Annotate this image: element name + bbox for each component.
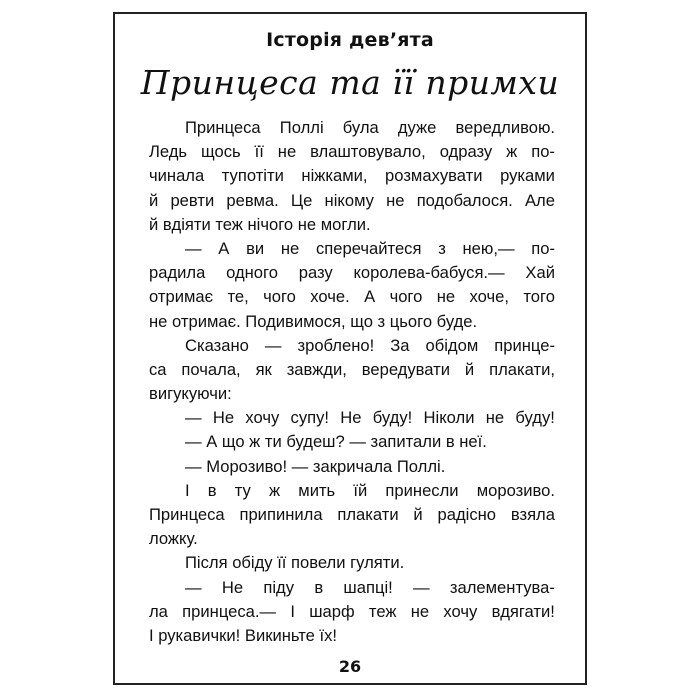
- text-line: [149, 624, 555, 648]
- word: не: [386, 190, 405, 210]
- text-line-content: Після обіду її повели гуляти.: [185, 553, 405, 573]
- word: —: [413, 577, 430, 597]
- text-line: [149, 479, 555, 503]
- word: Принцеса: [185, 118, 261, 137]
- word: вередувати: [361, 359, 451, 379]
- word: Ніколи: [423, 408, 475, 428]
- text-line: [149, 455, 555, 479]
- word: й: [149, 190, 159, 210]
- word: в: [314, 577, 324, 597]
- word: І: [290, 601, 295, 621]
- word: разу: [298, 263, 333, 283]
- text-line-content: й вдіяти теж нічого не могли.: [149, 214, 371, 234]
- word: —: [185, 577, 202, 597]
- story-body: [149, 116, 555, 648]
- word: І: [185, 480, 190, 500]
- word: Не: [221, 577, 244, 597]
- word: ви: [246, 238, 265, 258]
- word: ревма.: [226, 190, 279, 210]
- word: ту: [234, 480, 251, 500]
- word: Не: [212, 408, 235, 428]
- text-line: [149, 116, 555, 140]
- word: супу!: [290, 408, 330, 428]
- text-line: [149, 576, 555, 600]
- word: піду: [263, 577, 295, 597]
- text-line-content: — Морозиво! — закричала Поллі.: [185, 456, 446, 476]
- word: те,: [227, 287, 249, 307]
- text-line: [149, 261, 555, 285]
- word: не: [277, 142, 297, 162]
- text-line-content: І рукавички! Викиньте їх!: [149, 625, 338, 645]
- word: по-: [531, 238, 555, 258]
- word: дуже: [397, 118, 437, 137]
- word: хочу: [443, 601, 478, 621]
- text-line: [149, 503, 555, 527]
- word: чого: [263, 287, 296, 307]
- word: не: [280, 238, 300, 258]
- word: Поллі: [279, 118, 324, 137]
- word: нею,—: [462, 238, 515, 258]
- word: не: [410, 601, 430, 621]
- text-line: [149, 164, 555, 188]
- text-line-content: вигукуючи:: [149, 384, 232, 404]
- word: й: [464, 359, 475, 379]
- word: її: [254, 142, 264, 162]
- text-line-content: ложку.: [149, 529, 198, 549]
- page-number: 26: [338, 657, 362, 676]
- word: завжди,: [286, 359, 347, 379]
- word: принцеса.—: [182, 601, 277, 621]
- word: королева-бабуся.—: [353, 263, 505, 283]
- word: їй: [353, 480, 368, 500]
- word: шапці!: [343, 577, 393, 597]
- word: подобалося.: [416, 190, 513, 210]
- word: Принцеса: [149, 505, 225, 524]
- word: обідом: [425, 335, 479, 355]
- chapter-heading: Історія дев’ята: [266, 29, 434, 51]
- word: чого: [389, 287, 423, 307]
- word: не: [436, 287, 456, 307]
- text-line: [149, 382, 555, 406]
- word: припинила: [239, 505, 323, 524]
- word: Це: [290, 190, 313, 210]
- word: буду!: [372, 408, 413, 428]
- word: Сказано: [185, 335, 249, 355]
- word: Хай: [525, 263, 555, 283]
- text-line: [149, 600, 555, 624]
- word: За: [390, 335, 410, 355]
- word: мить: [298, 480, 336, 500]
- word: сперечайтеся: [315, 238, 422, 258]
- text-line: [149, 551, 555, 575]
- word: одразу: [439, 142, 493, 162]
- word: нікому: [324, 190, 374, 210]
- word: —: [185, 238, 202, 258]
- word: хоче,: [469, 287, 509, 307]
- text-line-content: не отримає. Подивимося, що з цього буде.: [149, 311, 478, 331]
- text-line: [149, 189, 555, 213]
- word: А: [218, 238, 230, 258]
- word: шарф: [309, 601, 355, 621]
- word: почала,: [181, 359, 241, 379]
- text-line: [149, 310, 555, 334]
- word: не: [485, 408, 505, 428]
- text-line-content: — А що ж ти будеш? — запитали в неї.: [185, 432, 487, 452]
- text-line: [149, 213, 555, 237]
- word: ревти: [170, 190, 215, 210]
- word: принесли: [385, 480, 459, 500]
- word: ла: [149, 601, 168, 621]
- word: морозиво.: [476, 480, 555, 500]
- word: принце-: [494, 335, 555, 355]
- word: влаштовувало,: [310, 142, 426, 162]
- word: була: [342, 118, 379, 137]
- text-line: [149, 358, 555, 382]
- word: чинала: [149, 166, 205, 186]
- word: взяла: [510, 505, 555, 524]
- word: отримає: [149, 287, 214, 307]
- word: як: [255, 359, 272, 379]
- word: ж: [269, 480, 281, 500]
- word: й: [413, 505, 423, 524]
- text-line: [149, 285, 555, 309]
- word: —: [185, 408, 202, 428]
- word: буду!: [515, 408, 555, 428]
- story-title: Принцеса та її примхи: [140, 63, 560, 102]
- word: плакати,: [489, 359, 555, 379]
- word: вередливою.: [455, 118, 555, 137]
- text-line: [149, 527, 555, 551]
- word: того: [523, 287, 555, 307]
- word: в: [207, 480, 217, 500]
- word: хоче.: [310, 287, 350, 307]
- word: хочу: [245, 408, 280, 428]
- word: радила: [149, 263, 206, 283]
- word: ніжками,: [301, 166, 368, 186]
- word: руками: [500, 166, 555, 186]
- word: А: [364, 287, 376, 307]
- word: Не: [340, 408, 362, 428]
- word: плакати: [337, 505, 399, 524]
- word: радісно: [437, 505, 497, 524]
- text-line: [149, 237, 555, 261]
- word: зроблено!: [297, 335, 375, 355]
- word: са: [149, 359, 167, 379]
- word: одного: [226, 263, 278, 283]
- text-line: [149, 406, 555, 430]
- word: —: [264, 335, 282, 355]
- word: вдягати!: [491, 601, 555, 621]
- word: Ледь: [149, 142, 188, 162]
- text-line: [149, 334, 555, 358]
- word: по-: [531, 142, 555, 162]
- word: ж: [506, 142, 518, 162]
- word: залементува-: [449, 577, 555, 597]
- word: розмахувати: [385, 166, 483, 186]
- word: Але: [524, 190, 555, 210]
- word: щось: [201, 142, 241, 162]
- text-line: [149, 430, 555, 454]
- word: теж: [368, 601, 397, 621]
- word: з: [438, 238, 446, 258]
- text-line: [149, 140, 555, 164]
- word: тупотіти: [221, 166, 284, 186]
